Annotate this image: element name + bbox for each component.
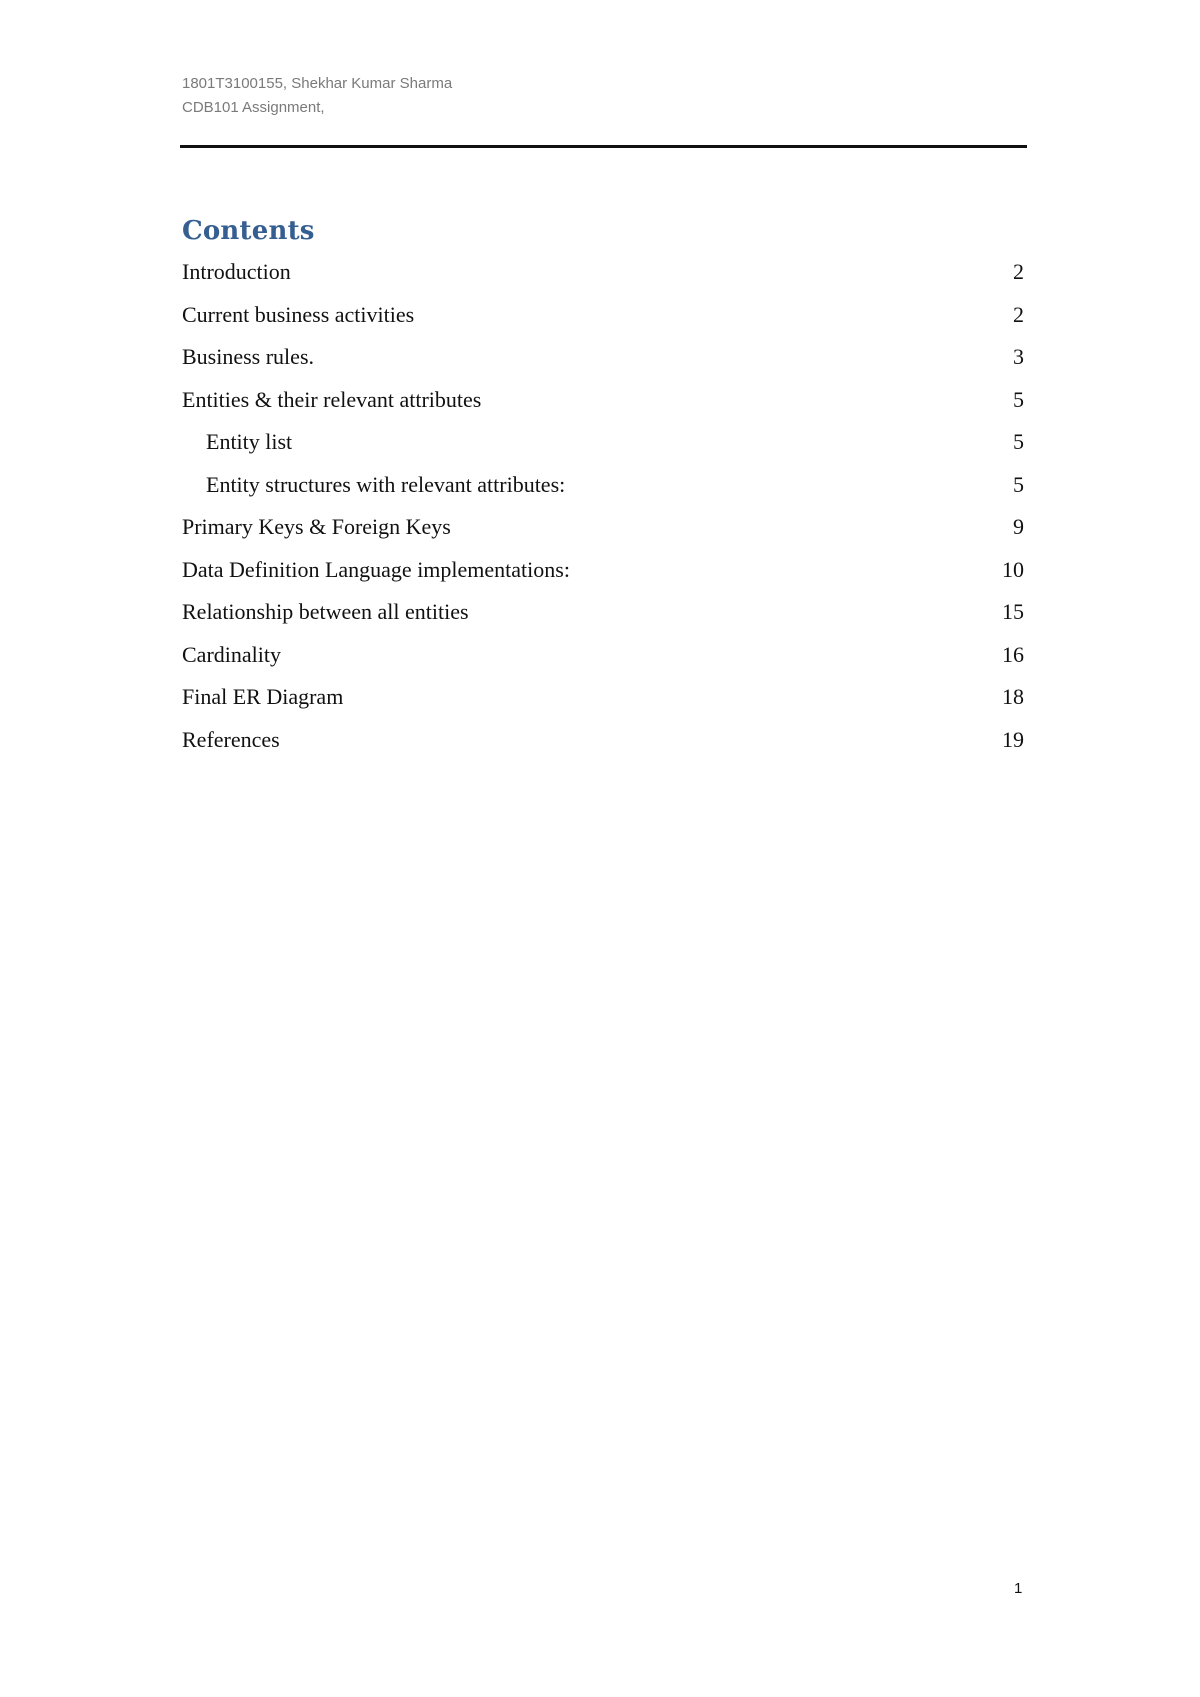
toc-entry-page: 5 <box>1013 429 1024 454</box>
toc-entry-page: 18 <box>1002 684 1024 709</box>
toc-entry-page: 3 <box>1013 344 1024 369</box>
toc-entry-label: Final ER Diagram <box>182 684 344 709</box>
toc-entry-label: Cardinality <box>182 641 281 667</box>
toc-entry-page: 5 <box>1013 471 1024 497</box>
page-header <box>182 72 452 120</box>
toc-entry-entities-attributes[interactable] <box>182 379 1024 422</box>
toc-entry-introduction[interactable] <box>182 251 1024 294</box>
header-author-line: 1801T3100155, Shekhar Kumar Sharma <box>182 75 453 92</box>
toc-entry-label: Introduction <box>182 259 291 284</box>
table-of-contents <box>182 251 1024 761</box>
toc-entry-page: 19 <box>1002 726 1024 752</box>
toc-entry-label: Current business activities <box>182 301 415 327</box>
toc-entry-page: 2 <box>1013 259 1024 284</box>
toc-entry-cardinality[interactable] <box>182 634 1024 677</box>
toc-entry-entity-list[interactable] <box>182 421 1024 464</box>
toc-entry-label: Primary Keys & Foreign Keys <box>182 514 451 539</box>
page-number: 1 <box>1014 1580 1023 1597</box>
header-divider <box>180 145 1027 148</box>
toc-entry-relationships[interactable] <box>182 591 1024 634</box>
toc-entry-page: 15 <box>1002 599 1024 624</box>
toc-entry-page: 10 <box>1002 556 1024 582</box>
toc-entry-label: Data Definition Language implementations: <box>182 556 570 582</box>
toc-entry-label: Business rules. <box>182 344 314 369</box>
toc-entry-page: 16 <box>1002 641 1024 667</box>
toc-entry-page: 2 <box>1013 301 1024 327</box>
toc-entry-label: Relationship between all entities <box>182 599 469 624</box>
toc-entry-label: Entity list <box>206 429 293 454</box>
toc-title: Contents <box>182 216 315 246</box>
toc-entry-references[interactable] <box>182 719 1024 762</box>
toc-entry-page: 5 <box>1013 386 1024 412</box>
toc-entry-ddl-implementations[interactable] <box>182 549 1024 592</box>
toc-entry-label: Entity structures with relevant attributes: <box>206 471 566 497</box>
toc-entry-label: Entities & their relevant attributes <box>182 386 482 412</box>
toc-entry-current-business-activities[interactable] <box>182 294 1024 337</box>
toc-entry-business-rules[interactable] <box>182 336 1024 379</box>
toc-entry-label: References <box>182 726 280 752</box>
toc-entry-page: 9 <box>1013 514 1024 539</box>
header-course-line: CDB101 Assignment, <box>182 99 325 116</box>
toc-entry-final-er-diagram[interactable] <box>182 676 1024 719</box>
toc-entry-primary-foreign-keys[interactable] <box>182 506 1024 549</box>
toc-entry-entity-structures[interactable] <box>182 464 1024 507</box>
